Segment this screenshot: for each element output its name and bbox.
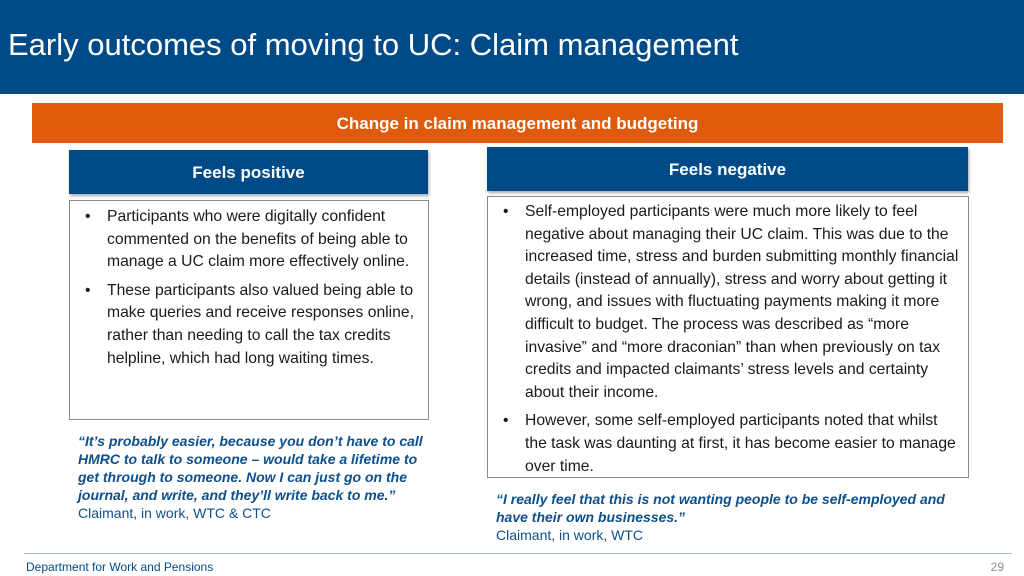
quote-attribution: Claimant, in work, WTC & CTC — [78, 505, 271, 521]
header-bar — [0, 0, 1024, 94]
bullet-text: These participants also valued being able to make queries and receive responses online, rather than needing to call the tax credits helpline, which had long waiting times. — [107, 281, 414, 367]
bullet-text: Self-employed participants were much more likely to feel negative about managing their UC claim. This was due to the increased time, stress and burden submitting monthly financial details (instead of annually), stress and worry about getting it wrong, and issues with fluctuating payments making it more difficult to budget. The process was described as “more invasive” and “more draconian” than when previously on tax credits and impacted claimants’ stress levels and certainty about their income. — [525, 203, 959, 401]
quote-text: “I really feel that this is not wanting people to be self-employed and have their own businesses.” — [496, 491, 945, 525]
bullet-icon: • — [85, 281, 91, 299]
positive-bullet-list — [70, 201, 428, 370]
feels-positive-heading: Feels positive — [69, 150, 428, 194]
section-banner: Change in claim management and budgeting — [32, 103, 1003, 143]
footer-divider — [24, 553, 1012, 554]
bullet-text: However, some self-employed participants noted that whilst the task was daunting at first, it has become easier to manage over time. — [525, 412, 956, 475]
bullet-icon: • — [503, 203, 509, 220]
page-number: 29 — [990, 560, 1004, 574]
list-item — [71, 280, 418, 370]
negative-bullet-list — [488, 197, 968, 478]
list-item — [489, 201, 960, 404]
positive-quote — [78, 432, 423, 522]
list-item — [489, 410, 960, 478]
bullet-icon: • — [503, 412, 509, 430]
quote-attribution: Claimant, in work, WTC — [496, 527, 644, 543]
negative-points-box — [487, 196, 969, 478]
bullet-text: Participants who were digitally confident commented on the benefits of being able to manage a UC claim more effectively online. — [107, 208, 410, 271]
positive-points-box — [69, 200, 429, 420]
negative-quote — [496, 490, 966, 544]
list-item — [71, 206, 418, 274]
bullet-icon: • — [85, 208, 91, 225]
feels-negative-heading: Feels negative — [487, 147, 968, 191]
quote-text: “It’s probably easier, because you don’t have to call HMRC to talk to someone – would take a lifetime to get through to someone. Now I can just go on the journal, and write, and they’ll write back to me.” — [78, 433, 423, 503]
page-title: Early outcomes of moving to UC: Claim management — [8, 27, 739, 62]
footer-department: Department for Work and Pensions — [26, 560, 214, 574]
